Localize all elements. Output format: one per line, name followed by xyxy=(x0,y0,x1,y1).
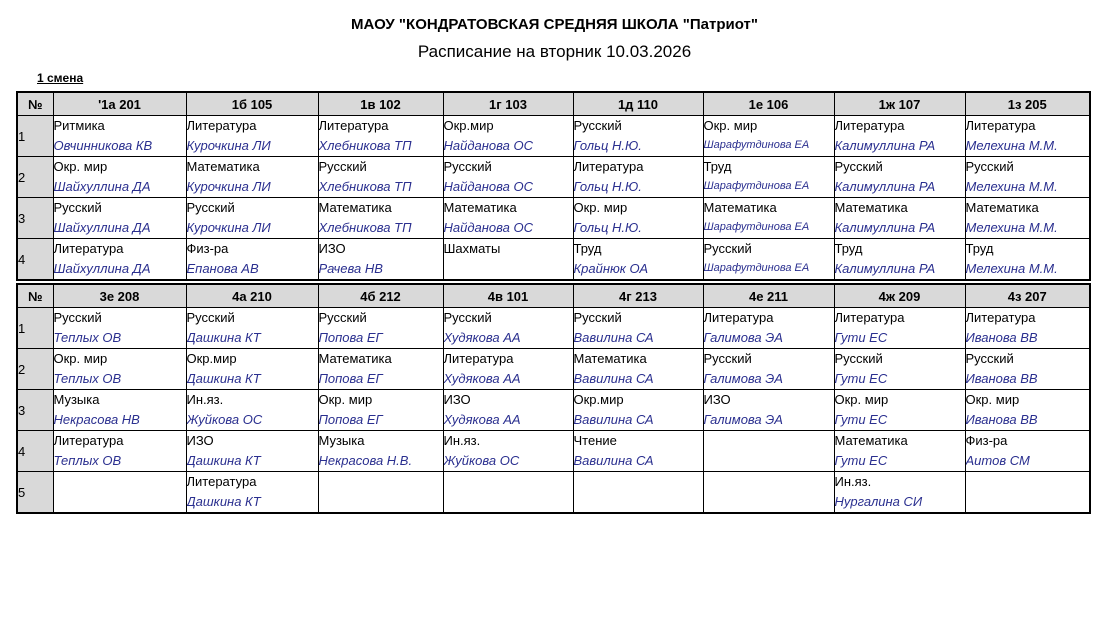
lesson-cell xyxy=(703,157,834,198)
class-header: 1г 103 xyxy=(443,92,573,116)
teacher-name xyxy=(444,259,573,278)
teacher-name: Жуйкова ОС xyxy=(443,453,520,468)
class-header: 1д 110 xyxy=(573,92,703,116)
lesson-cell xyxy=(834,239,965,281)
teacher-name: Попова ЕГ xyxy=(318,371,383,386)
lesson-cell xyxy=(703,198,834,239)
lesson-number: 2 xyxy=(17,349,53,390)
lesson-cell xyxy=(186,157,318,198)
teacher-name: Калимуллина РА xyxy=(834,220,936,235)
table-row xyxy=(17,239,1090,281)
teacher-name: Гути ЕС xyxy=(834,453,888,468)
teacher-name: Шарафутдинова ЕА xyxy=(703,139,810,151)
shift-label: 1 смена xyxy=(37,71,84,85)
teacher-name: Шайхуллина ДА xyxy=(53,220,151,235)
teacher-name: Дашкина КТ xyxy=(186,494,261,509)
lesson-cell xyxy=(443,390,573,431)
teacher-name: Шарафутдинова ЕА xyxy=(703,221,810,233)
teacher-name: Хлебникова ТП xyxy=(318,138,412,153)
subject-name: Окр.мир xyxy=(443,118,494,133)
class-header: 1е 106 xyxy=(703,92,834,116)
lesson-cell xyxy=(573,157,703,198)
lesson-cell xyxy=(573,431,703,472)
subject-name: Математика xyxy=(703,200,777,215)
subject-name: Литература xyxy=(965,118,1036,133)
teacher-name: Найданова ОС xyxy=(443,138,533,153)
teacher-name: Попова ЕГ xyxy=(318,412,383,427)
teacher-name: Теплых ОВ xyxy=(53,371,122,386)
table-row xyxy=(17,431,1090,472)
lesson-cell xyxy=(703,349,834,390)
subject-name: Чтение xyxy=(573,433,617,448)
class-header: 1з 205 xyxy=(965,92,1090,116)
lesson-cell xyxy=(53,157,186,198)
lesson-cell xyxy=(186,198,318,239)
teacher-name: Курочкина ЛИ xyxy=(186,179,271,194)
teacher-name: Вавилина СА xyxy=(573,453,654,468)
subject-name: Русский xyxy=(53,200,102,215)
subject-name: ИЗО xyxy=(318,241,346,256)
subject-name: Русский xyxy=(834,159,883,174)
teacher-name: Курочкина ЛИ xyxy=(186,220,271,235)
lesson-cell xyxy=(703,431,834,472)
subject-name: Окр. мир xyxy=(53,351,108,366)
number-header: № xyxy=(17,92,53,116)
teacher-name: Аитов СМ xyxy=(965,453,1030,468)
subject-name: Окр.мир xyxy=(573,392,624,407)
class-header: 4а 210 xyxy=(186,284,318,308)
subject-name: Окр. мир xyxy=(318,392,373,407)
lesson-cell xyxy=(573,198,703,239)
lesson-cell xyxy=(53,390,186,431)
subject-name: Русский xyxy=(573,310,622,325)
subject-name: Литература xyxy=(573,159,644,174)
teacher-name: Мелехина М.М. xyxy=(965,261,1058,276)
subject-name: Литература xyxy=(443,351,514,366)
lesson-cell xyxy=(318,472,443,514)
lesson-cell xyxy=(318,308,443,349)
subject-name: Литература xyxy=(186,474,257,489)
teacher-name: Шайхуллина ДА xyxy=(53,261,151,276)
table-row xyxy=(17,198,1090,239)
subject-name: Литература xyxy=(186,118,257,133)
lesson-cell xyxy=(573,116,703,157)
teacher-name: Мелехина М.М. xyxy=(965,220,1058,235)
lesson-cell xyxy=(186,239,318,281)
subject-name: Физ-ра xyxy=(965,433,1008,448)
subject-name: Математика xyxy=(186,159,260,174)
subject-name: Русский xyxy=(318,310,367,325)
subject-name: Окр. мир xyxy=(965,392,1020,407)
lesson-cell xyxy=(318,349,443,390)
lesson-cell xyxy=(186,116,318,157)
teacher-name: Крайнюк ОА xyxy=(573,261,649,276)
subject-name: Русский xyxy=(186,310,235,325)
teacher-name: Шарафутдинова ЕА xyxy=(703,180,810,192)
lesson-number: 4 xyxy=(17,431,53,472)
lesson-cell xyxy=(965,472,1090,514)
lesson-cell xyxy=(186,431,318,472)
teacher-name xyxy=(319,492,443,511)
table-row xyxy=(17,116,1090,157)
teacher-name: Гути ЕС xyxy=(834,412,888,427)
lesson-cell xyxy=(186,472,318,514)
lesson-cell xyxy=(834,157,965,198)
lesson-cell xyxy=(965,308,1090,349)
lesson-cell xyxy=(443,349,573,390)
subject-name: Русский xyxy=(318,159,367,174)
class-header: 4в 101 xyxy=(443,284,573,308)
teacher-name: Иванова ВВ xyxy=(965,412,1038,427)
subject-name: Математика xyxy=(318,351,392,366)
subject-name: Русский xyxy=(53,310,102,325)
teacher-name: Калимуллина РА xyxy=(834,261,936,276)
class-header: 3е 208 xyxy=(53,284,186,308)
subject-name: Окр.мир xyxy=(186,351,237,366)
lesson-cell xyxy=(318,116,443,157)
lesson-cell xyxy=(443,239,573,281)
subject-name: Математика xyxy=(834,200,908,215)
lesson-cell xyxy=(443,157,573,198)
lesson-number: 1 xyxy=(17,308,53,349)
subject-name: ИЗО xyxy=(703,392,731,407)
subject-name: Литература xyxy=(53,241,124,256)
schedule-table-1 xyxy=(16,91,1091,281)
subject-name xyxy=(966,472,1090,492)
teacher-name xyxy=(574,492,703,511)
teacher-name: Найданова ОС xyxy=(443,220,533,235)
subject-name: Русский xyxy=(186,200,235,215)
subject-name: Ин.яз. xyxy=(186,392,224,407)
teacher-name: Гути ЕС xyxy=(834,330,888,345)
lesson-cell xyxy=(186,390,318,431)
teacher-name: Попова ЕГ xyxy=(318,330,383,345)
lesson-cell xyxy=(834,390,965,431)
teacher-name: Жуйкова ОС xyxy=(186,412,263,427)
teacher-name xyxy=(704,451,834,470)
lesson-cell xyxy=(965,198,1090,239)
subject-name xyxy=(444,472,573,492)
teacher-name: Нургалина СИ xyxy=(834,494,923,509)
teacher-name: Теплых ОВ xyxy=(53,453,122,468)
subject-name: Литература xyxy=(318,118,389,133)
subject-name: Окр. мир xyxy=(703,118,758,133)
table-row xyxy=(17,390,1090,431)
lesson-cell xyxy=(573,472,703,514)
subject-name: Русский xyxy=(703,351,752,366)
teacher-name: Вавилина СА xyxy=(573,371,654,386)
lesson-cell xyxy=(443,198,573,239)
lesson-cell xyxy=(53,349,186,390)
subject-name: Труд xyxy=(703,159,732,174)
subject-name: Русский xyxy=(443,310,492,325)
table-row xyxy=(17,308,1090,349)
subject-name: Литература xyxy=(53,433,124,448)
class-header: 4з 207 xyxy=(965,284,1090,308)
teacher-name: Курочкина ЛИ xyxy=(186,138,271,153)
lesson-cell xyxy=(703,239,834,281)
teacher-name: Дашкина КТ xyxy=(186,453,261,468)
teacher-name: Гольц Н.Ю. xyxy=(573,179,642,194)
teacher-name xyxy=(54,492,186,511)
subject-name: Труд xyxy=(834,241,863,256)
teacher-name: Рачева НВ xyxy=(318,261,383,276)
subject-name: Окр. мир xyxy=(573,200,628,215)
lesson-number: 2 xyxy=(17,157,53,198)
teacher-name: Калимуллина РА xyxy=(834,138,936,153)
lesson-cell xyxy=(834,349,965,390)
subject-name: ИЗО xyxy=(186,433,214,448)
lesson-cell xyxy=(186,308,318,349)
subject-name: Ин.яз. xyxy=(443,433,481,448)
teacher-name: Гути ЕС xyxy=(834,371,888,386)
lesson-cell xyxy=(573,349,703,390)
lesson-cell xyxy=(53,116,186,157)
subject-name: Ритмика xyxy=(53,118,105,133)
table-row xyxy=(17,157,1090,198)
teacher-name: Найданова ОС xyxy=(443,179,533,194)
teacher-name: Галимова ЭА xyxy=(703,330,783,345)
subject-name: Музыка xyxy=(53,392,100,407)
lesson-cell xyxy=(53,308,186,349)
teacher-name: Хлебникова ТП xyxy=(318,220,412,235)
class-header: 1в 102 xyxy=(318,92,443,116)
lesson-cell xyxy=(834,472,965,514)
table-row xyxy=(17,472,1090,514)
table-row xyxy=(17,349,1090,390)
teacher-name: Епанова АВ xyxy=(186,261,259,276)
lesson-number: 1 xyxy=(17,116,53,157)
class-header: 4г 213 xyxy=(573,284,703,308)
teacher-name: Теплых ОВ xyxy=(53,330,122,345)
lesson-cell xyxy=(965,349,1090,390)
subject-name: Литература xyxy=(834,118,905,133)
lesson-number: 3 xyxy=(17,390,53,431)
teacher-name: Гольц Н.Ю. xyxy=(573,220,642,235)
subject-name: Литература xyxy=(703,310,774,325)
lesson-cell xyxy=(965,239,1090,281)
lesson-number: 3 xyxy=(17,198,53,239)
teacher-name: Некрасова Н.В. xyxy=(318,453,413,468)
lesson-cell xyxy=(965,431,1090,472)
subject-name: Окр. мир xyxy=(53,159,108,174)
teacher-name: Дашкина КТ xyxy=(186,371,261,386)
subject-name: Математика xyxy=(834,433,908,448)
subject-name: Русский xyxy=(703,241,752,256)
lesson-cell xyxy=(703,472,834,514)
teacher-name: Некрасова НВ xyxy=(53,412,140,427)
number-header: № xyxy=(17,284,53,308)
teacher-name xyxy=(704,492,834,511)
lesson-cell xyxy=(834,431,965,472)
lesson-cell xyxy=(318,198,443,239)
lesson-cell xyxy=(318,157,443,198)
subject-name: Труд xyxy=(573,241,602,256)
teacher-name: Худякова АА xyxy=(443,412,521,427)
class-header: '1а 201 xyxy=(53,92,186,116)
lesson-cell xyxy=(965,116,1090,157)
lesson-cell xyxy=(573,239,703,281)
class-header: 4е 211 xyxy=(703,284,834,308)
subject-name xyxy=(704,431,834,451)
subject-name: Математика xyxy=(318,200,392,215)
subject-name: Математика xyxy=(965,200,1039,215)
subject-name: Ин.яз. xyxy=(834,474,872,489)
subject-name: Русский xyxy=(965,159,1014,174)
school-title: МАОУ "КОНДРАТОВСКАЯ СРЕДНЯЯ ШКОЛА "Патриот" xyxy=(351,16,758,33)
subject-name: Музыка xyxy=(318,433,365,448)
teacher-name xyxy=(966,492,1090,511)
lesson-cell xyxy=(53,431,186,472)
teacher-name: Гольц Н.Ю. xyxy=(573,138,642,153)
subject-name xyxy=(319,472,443,492)
lesson-cell xyxy=(318,239,443,281)
subject-name: Математика xyxy=(573,351,647,366)
lesson-cell xyxy=(703,390,834,431)
subject-name: Окр. мир xyxy=(834,392,889,407)
subject-name: Труд xyxy=(965,241,994,256)
teacher-name: Галимова ЭА xyxy=(703,412,783,427)
lesson-cell xyxy=(703,116,834,157)
subject-name: Литература xyxy=(834,310,905,325)
teacher-name: Худякова АА xyxy=(443,371,521,386)
lesson-cell xyxy=(834,198,965,239)
teacher-name: Вавилина СА xyxy=(573,412,654,427)
lesson-cell xyxy=(318,431,443,472)
teacher-name: Шайхуллина ДА xyxy=(53,179,151,194)
teacher-name: Дашкина КТ xyxy=(186,330,261,345)
subject-name xyxy=(574,472,703,492)
subject-name: Русский xyxy=(834,351,883,366)
class-header: 1б 105 xyxy=(186,92,318,116)
teacher-name xyxy=(444,492,573,511)
class-header: 4ж 209 xyxy=(834,284,965,308)
lesson-cell xyxy=(53,239,186,281)
lesson-cell xyxy=(443,472,573,514)
lesson-cell xyxy=(703,308,834,349)
teacher-name: Худякова АА xyxy=(443,330,521,345)
class-header: 4б 212 xyxy=(318,284,443,308)
schedule-table-2 xyxy=(16,283,1091,514)
schedule-subtitle: Расписание на вторник 10.03.2026 xyxy=(417,42,692,61)
subject-name: Русский xyxy=(573,118,622,133)
class-header: 1ж 107 xyxy=(834,92,965,116)
lesson-cell xyxy=(53,472,186,514)
lesson-cell xyxy=(443,308,573,349)
lesson-cell xyxy=(186,349,318,390)
teacher-name: Вавилина СА xyxy=(573,330,654,345)
teacher-name: Шарафутдинова ЕА xyxy=(703,262,810,274)
subject-name: Физ-ра xyxy=(186,241,229,256)
lesson-cell xyxy=(443,431,573,472)
lesson-cell xyxy=(573,308,703,349)
subject-name: Русский xyxy=(443,159,492,174)
teacher-name: Иванова ВВ xyxy=(965,330,1038,345)
teacher-name: Мелехина М.М. xyxy=(965,138,1058,153)
lesson-cell xyxy=(443,116,573,157)
subject-name: Литература xyxy=(965,310,1036,325)
teacher-name: Калимуллина РА xyxy=(834,179,936,194)
lesson-cell xyxy=(965,390,1090,431)
teacher-name: Галимова ЭА xyxy=(703,371,783,386)
subject-name xyxy=(54,472,186,492)
header-row xyxy=(17,284,1090,308)
subject-name: Русский xyxy=(965,351,1014,366)
lesson-cell xyxy=(965,157,1090,198)
lesson-cell xyxy=(834,116,965,157)
lesson-number: 5 xyxy=(17,472,53,514)
lesson-cell xyxy=(573,390,703,431)
teacher-name: Мелехина М.М. xyxy=(965,179,1058,194)
subject-name xyxy=(704,472,834,492)
subject-name: Математика xyxy=(443,200,517,215)
lesson-cell xyxy=(318,390,443,431)
lesson-cell xyxy=(834,308,965,349)
teacher-name: Овчинникова КВ xyxy=(53,138,153,153)
subject-name: ИЗО xyxy=(443,392,471,407)
lesson-cell xyxy=(53,198,186,239)
teacher-name: Хлебникова ТП xyxy=(318,179,412,194)
lesson-number: 4 xyxy=(17,239,53,281)
subject-name: Шахматы xyxy=(443,241,501,256)
teacher-name: Иванова ВВ xyxy=(965,371,1038,386)
header-row xyxy=(17,92,1090,116)
